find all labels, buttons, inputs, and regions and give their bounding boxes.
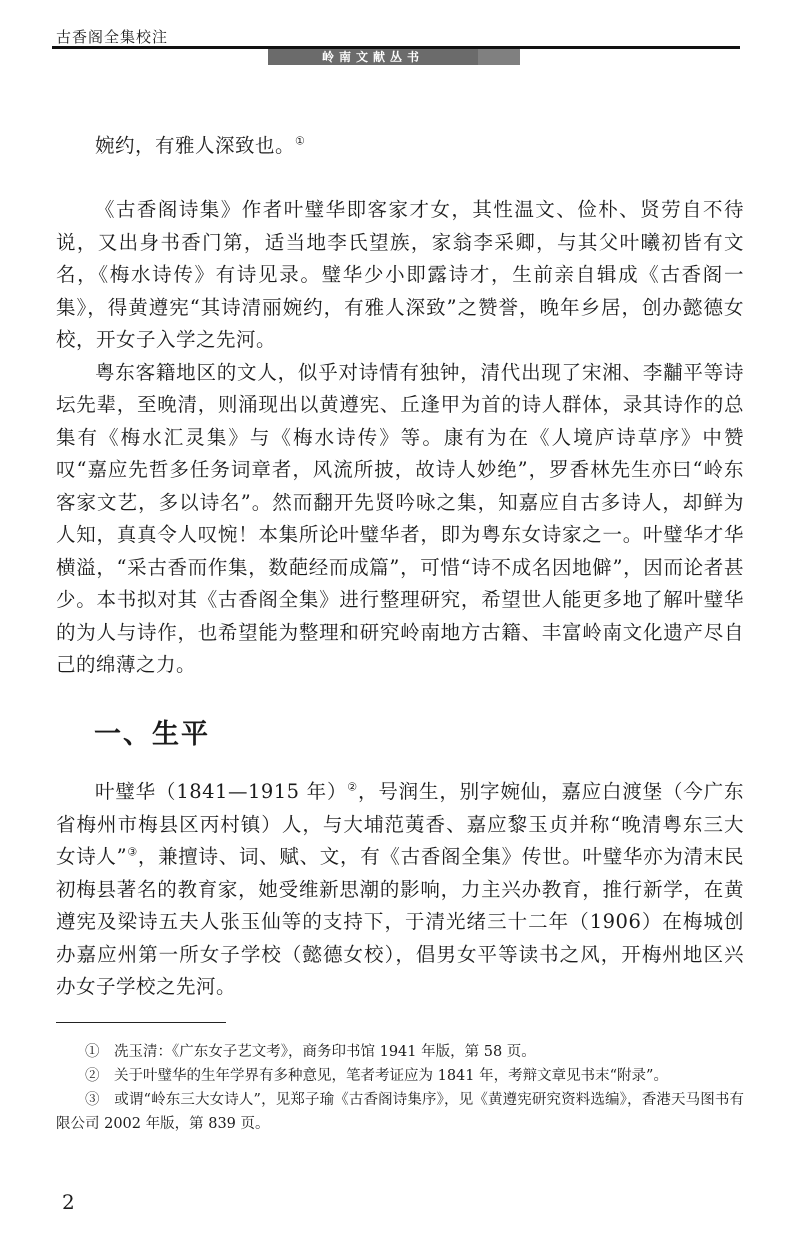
book-title: 古香阁全集校注 (56, 28, 169, 46)
series-band (268, 49, 520, 65)
continuation-line (56, 130, 744, 163)
footnote-3: ③ 或谓“岭东三大女诗人”，见郑子瑜《古香阁诗集序》，见《黄遵宪研究资料选编》，香港天马图书有限公司 2002 年版，第 839 页。 (56, 1092, 744, 1132)
biography-text-2: ，号润生，别字婉仙，嘉应白渡堡（今广东省梅州市梅县区丙村镇）人，与大埔范荑香、嘉应黎玉贞并称“晚清粤东三大女诗人” (56, 780, 744, 868)
biography-text-3: ，兼擅诗、词、赋、文，有《古香阁全集》传世。叶璧华亦为清末民初梅县著名的教育家，她受维新思潮的影响，力主兴办教育，推行新学，在黄遵宪及梁诗五夫人张玉仙等的支持下，于清光绪三十二年（1906）在梅城创办嘉应州第一所女子学校（懿德女校），倡男女平等读书之风，开梅州地区兴办女子学校之先河。 (56, 845, 744, 998)
footnote-rule (56, 1022, 226, 1023)
footnote-2: ② 关于叶璧华的生年学界有多种意见，笔者考证应为 1841 年，考辩文章见书末“附录”。 (85, 1068, 668, 1084)
continuation-text: 婉约，有雅人深致也。 (95, 134, 296, 157)
intro-paragraphs (56, 194, 744, 682)
biography-paragraph (56, 776, 744, 1004)
section-body (56, 776, 744, 1004)
footnotes (56, 1040, 744, 1136)
footnote-ref-1: ① (295, 134, 306, 148)
biography-text-1: 叶璧华（1841—1915 年） (95, 780, 348, 803)
footnote-ref-3: ③ (127, 845, 138, 859)
page-number: 2 (62, 1190, 75, 1214)
paragraph-2: 粤东客籍地区的文人，似乎对诗情有独钟，清代出现了宋湘、李黼平等诗坛先辈，至晚清，则涌现出以黄遵宪、丘逢甲为首的诗人群体，录其诗作的总集有《梅水汇灵集》与《梅水诗传》等。康有为在《人境庐诗草序》中赞叹“嘉应先哲多任务词章者，风流所披，故诗人妙绝”，罗香林先生亦曰“岭东客家文艺，多以诗名”。然而翻开先贤吟咏之集，知嘉应自古多诗人，却鲜为人知，真真令人叹惋！本集所论叶璧华者，即为粤东女诗家之一。叶璧华才华横溢，“采古香而作集，数葩经而成篇”，可惜“诗不成名因地僻”，因而论者甚少。本书拟对其《古香阁全集》进行整理研究，希望世人能更多地了解叶璧华的为人与诗作，也希望能为整理和研究岭南地方古籍、丰富岭南文化遗产尽自己的绵薄之力。 (56, 360, 744, 676)
section-heading: 一、生平 (94, 719, 210, 750)
footnote-ref-2: ② (347, 780, 358, 794)
footnote-1: ① 冼玉清：《广东女子艺文考》，商务印书馆 1941 年版，第 58 页。 (85, 1044, 536, 1060)
series-label: 岭南文献丛书 (268, 49, 478, 65)
paragraph-1: 《古香阁诗集》作者叶璧华即客家才女，其性温文、俭朴、贤劳自不待说，又出身书香门第，适当地李氏望族，家翁李采卿，与其父叶曦初皆有文名，《梅水诗传》有诗见录。璧华少小即露诗才，生前亲自辑成《古香阁一集》，得黄遵宪“其诗清丽婉约，有雅人深致”之赞誉，晚年乡居，创办懿德女校，开女子入学之先河。 (56, 198, 744, 351)
continuation-paragraph (56, 130, 744, 163)
